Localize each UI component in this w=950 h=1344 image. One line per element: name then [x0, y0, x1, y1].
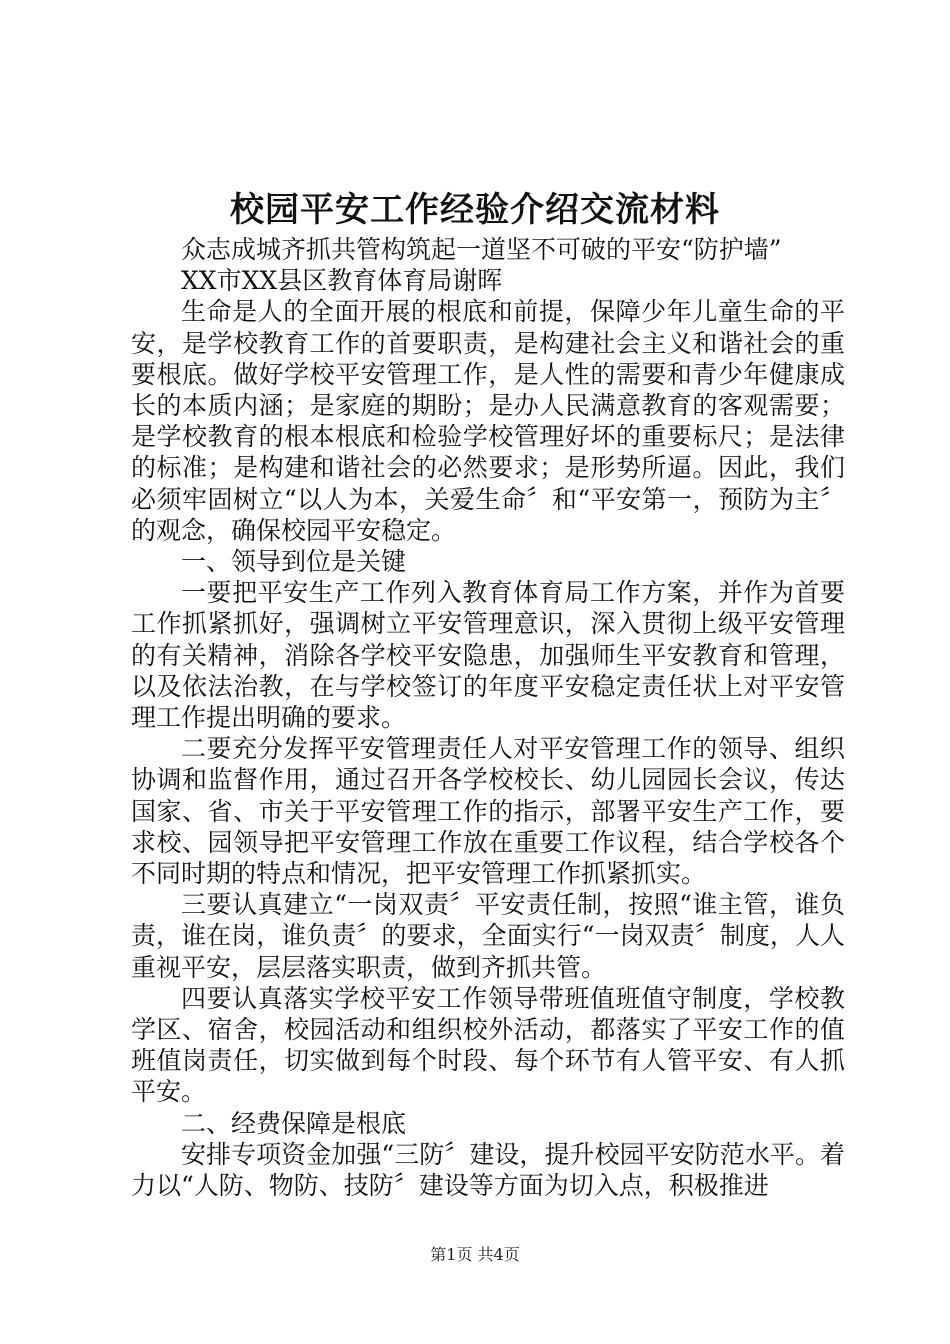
body-paragraph: 安排专项资金加强“三防〞建设，提升校园平安防范水平。着力以“人防、物防、技防〞建设等方面为切入点，积极推进: [131, 1139, 845, 1201]
body-paragraph: 一要把平安生产工作列入教育体育局工作方案，并作为首要工作抓紧抓好，强调树立平安管理意识，深入贯彻上级平安管理的有关精神，消除各学校平安隐患，加强师生平安教育和管理，以及依法治教，在与学校签订的年度平安稳定责任状上对平安管理工作提出明确的要求。: [131, 578, 845, 733]
section-heading: 二、经费保障是根底: [181, 1108, 407, 1138]
section-heading: 一、领导到位是关键: [181, 547, 407, 577]
body-paragraph: 二要充分发挥平安管理责任人对平安管理工作的领导、组织协调和监督作用，通过召开各学校校长、幼儿园园长会议，传达国家、省、市关于平安管理工作的指示，部署平安生产工作，要求校、园领导把平安管理工作放在重要工作议程，结合学校各个不同时期的特点和情况，把平安管理工作抓紧抓实。: [131, 734, 845, 889]
body-paragraph: 三要认真建立“一岗双责〞平安责任制，按照“谁主管，谁负责，谁在岗，谁负责〞的要求，全面实行“一岗双责〞制度，人人重视平安，层层落实职责，做到齐抓共管。: [131, 890, 845, 982]
body-paragraph: 四要认真落实学校平安工作领导带班值班值守制度，学校教学区、宿舍，校园活动和组织校外活动，都落实了平安工作的值班值岗责任，切实做到每个时段、每个环节有人管平安、有人抓平安。: [131, 983, 845, 1107]
subtitle-paragraph: 众志成城齐抓共管构筑起一道坚不可破的平安“防护墙”: [181, 235, 782, 264]
body-paragraph: 生命是人的全面开展的根底和前提，保障少年儿童生命的平安，是学校教育工作的首要职责，是构建社会主义和谐社会的重要根底。做好学校平安管理工作，是人性的需要和青少年健康成长的本质内涵；是家庭的期盼；是办人民满意教育的客观需要；是学校教育的根本根底和检验学校管理好坏的重要标尺；是法律的标准；是构建和谐社会的必然要求；是形势所逼。因此，我们必须牢固树立“以人为本，关爱生命〞和“平安第一，预防为主〞的观念，确保校园平安稳定。: [131, 297, 845, 545]
page-footer: 第1页 共4页: [430, 1245, 520, 1264]
author-line: XX市XX县区教育体育局谢晖: [181, 266, 503, 296]
document-body: [131, 234, 845, 1201]
document-title: 校园平安工作经验介绍交流材料: [230, 190, 720, 230]
